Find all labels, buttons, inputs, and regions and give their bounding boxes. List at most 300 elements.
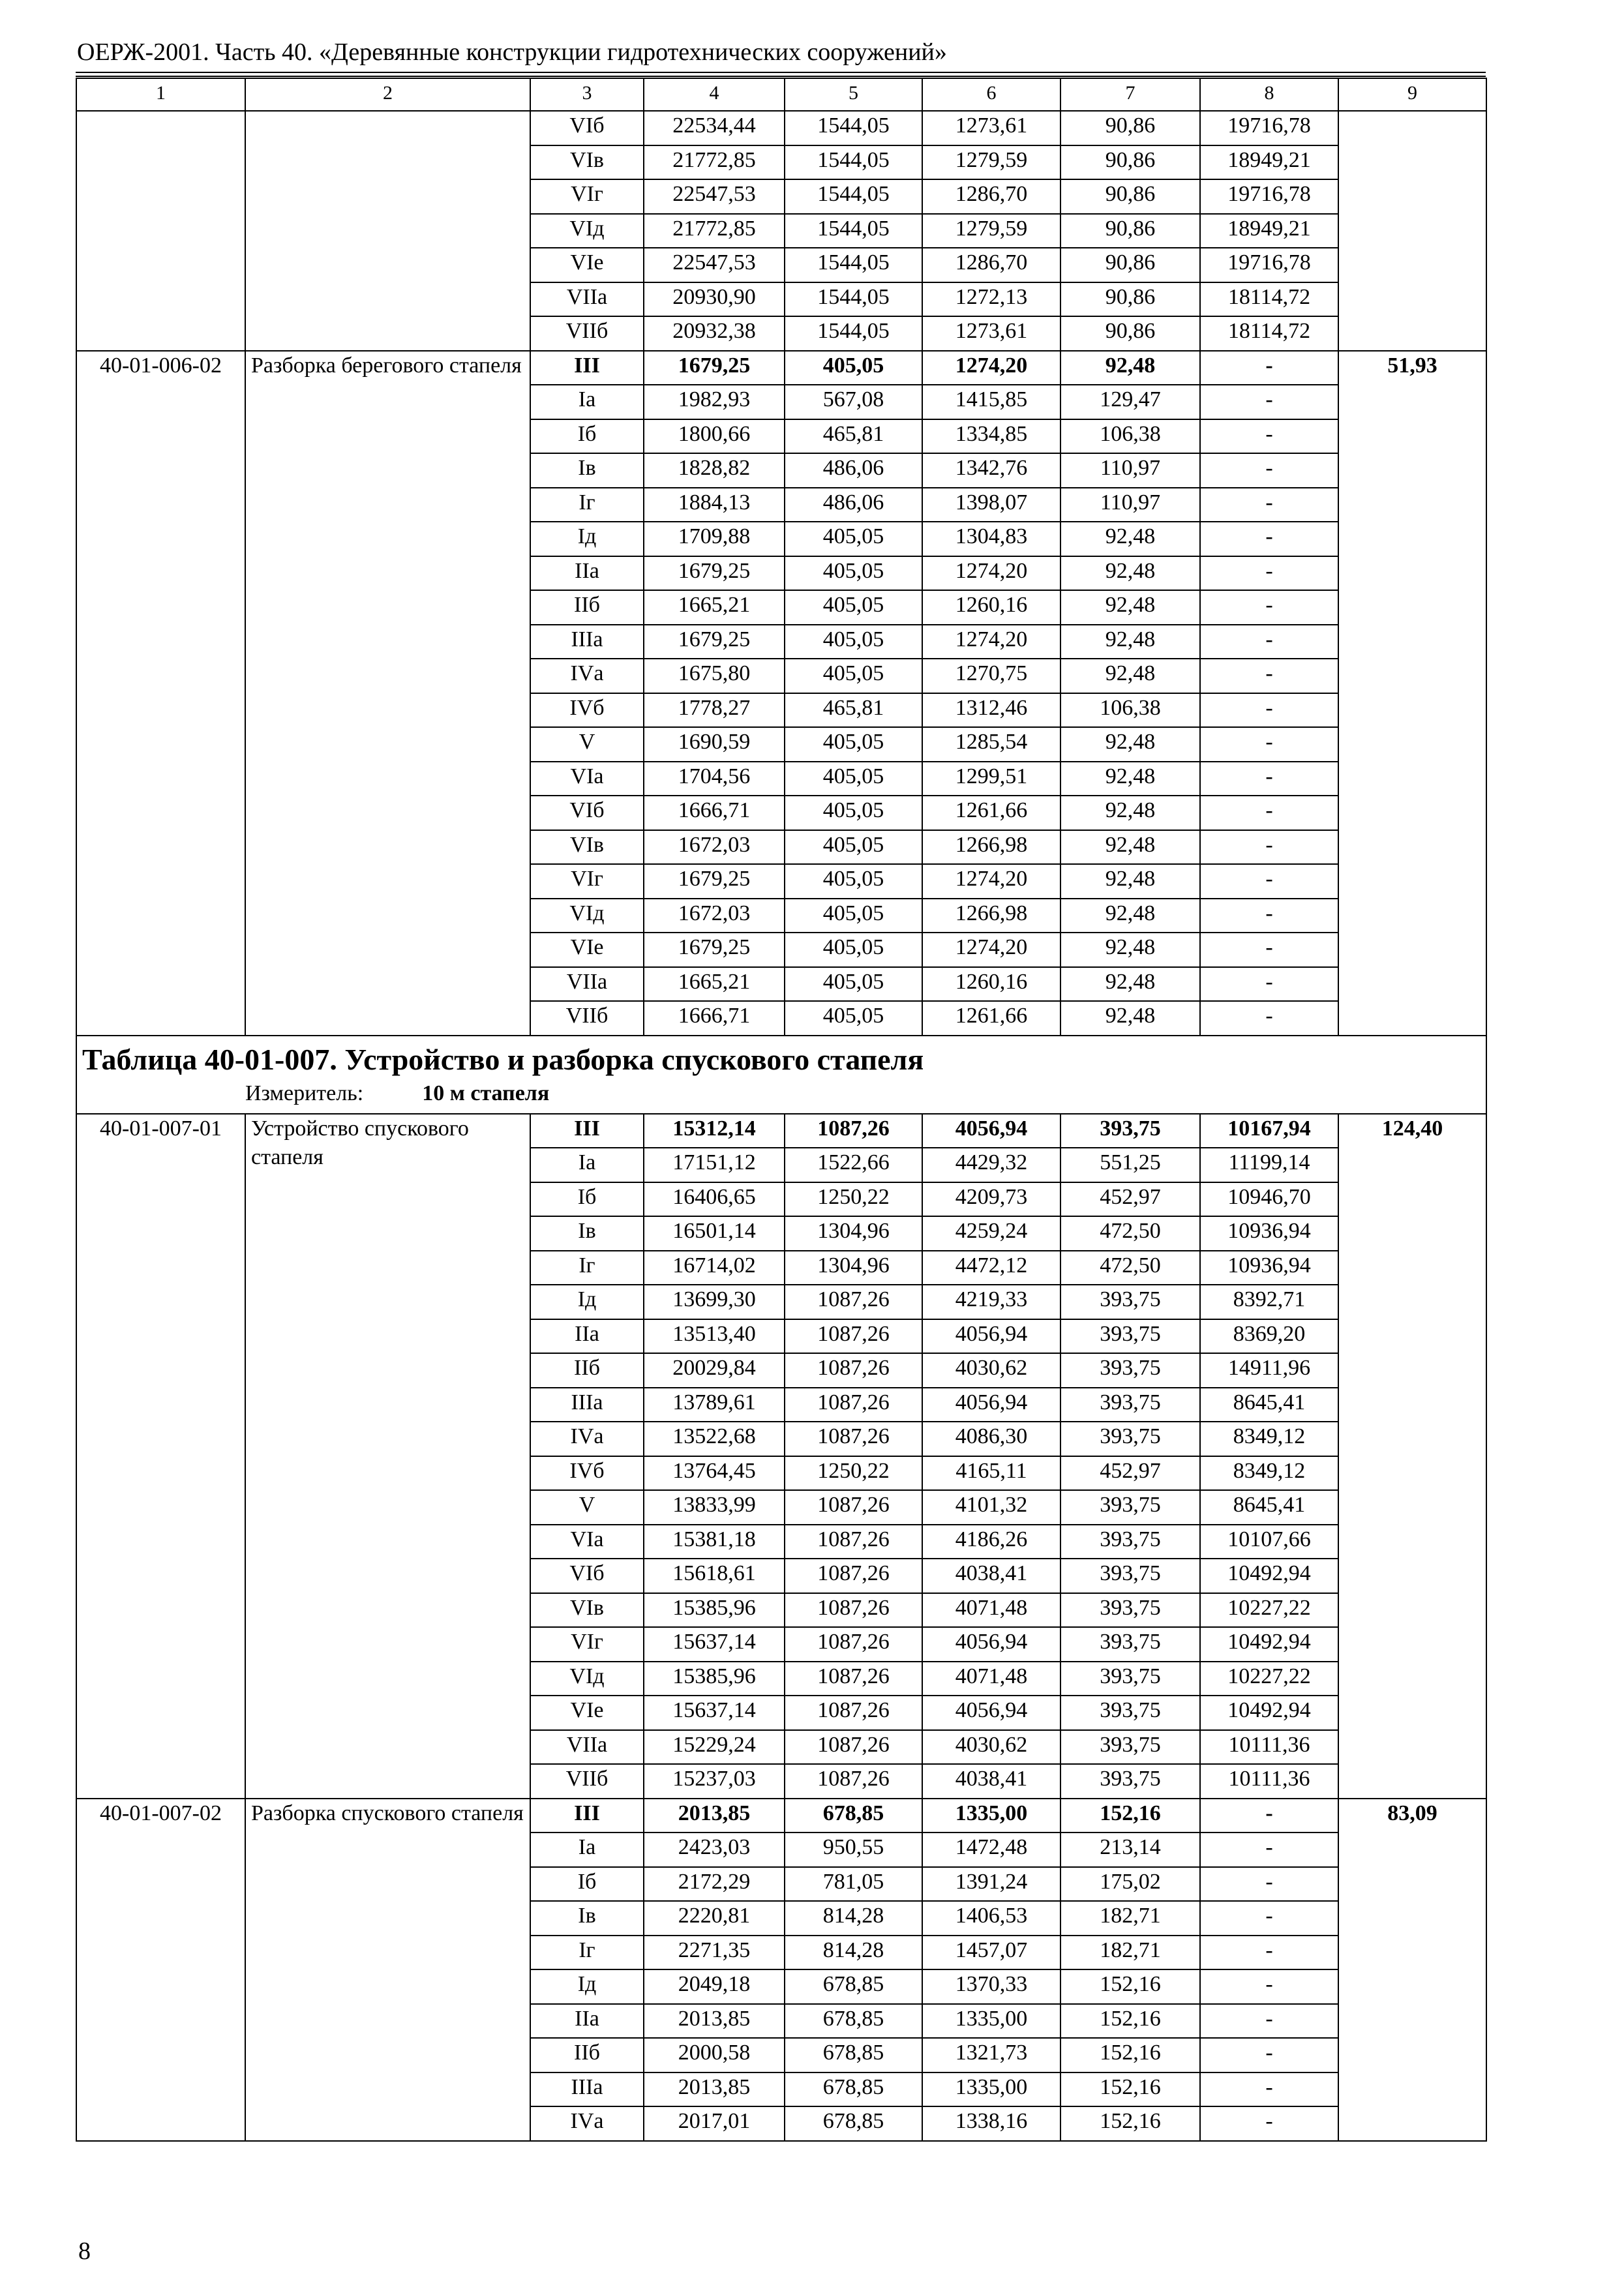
value-cell: 1666,71	[644, 796, 785, 830]
value-cell: 21772,85	[644, 145, 785, 180]
value-cell: 1544,05	[785, 145, 922, 180]
value-cell: 405,05	[785, 556, 922, 591]
value-cell: 1778,27	[644, 693, 785, 728]
value-cell: 1285,54	[922, 727, 1060, 762]
column-number: 9	[1338, 78, 1486, 111]
value-cell: 1250,22	[785, 1456, 922, 1491]
value-cell: 92,48	[1060, 762, 1200, 796]
zone-code: Iг	[530, 1251, 644, 1285]
value-cell: -	[1200, 693, 1338, 728]
rates-table	[76, 78, 1487, 2142]
zone-code: VIIб	[530, 316, 644, 351]
value-cell: 1335,00	[922, 2004, 1060, 2039]
value-cell: 405,05	[785, 727, 922, 762]
value-cell: 13513,40	[644, 1319, 785, 1354]
value-cell: 1279,59	[922, 214, 1060, 248]
value-cell: 814,28	[785, 1936, 922, 1970]
zone-code: Iб	[530, 1867, 644, 1902]
value-cell: 1304,96	[785, 1251, 922, 1285]
value-cell: 19716,78	[1200, 179, 1338, 214]
value-cell: 393,75	[1060, 1319, 1200, 1354]
zone-code: VIд	[530, 899, 644, 933]
value-cell: 393,75	[1060, 1696, 1200, 1730]
value-cell: 13522,68	[644, 1422, 785, 1456]
zone-code: Iд	[530, 1969, 644, 2004]
value-cell: 10936,94	[1200, 1251, 1338, 1285]
zone-code: Iв	[530, 1901, 644, 1936]
zone-code: VIд	[530, 214, 644, 248]
column-number: 5	[785, 78, 922, 111]
value-cell: -	[1200, 351, 1338, 385]
value-cell: 90,86	[1060, 111, 1200, 145]
value-cell: 15229,24	[644, 1730, 785, 1765]
value-cell: 90,86	[1060, 214, 1200, 248]
labor-cost-cell: 83,09	[1338, 1799, 1486, 2141]
value-cell: -	[1200, 967, 1338, 1002]
value-cell: 393,75	[1060, 1285, 1200, 1319]
value-cell: 1828,82	[644, 453, 785, 488]
zone-code: IIа	[530, 556, 644, 591]
value-cell: 4056,94	[922, 1114, 1060, 1148]
value-cell: 1679,25	[644, 933, 785, 967]
value-cell: 1274,20	[922, 864, 1060, 899]
value-cell: 678,85	[785, 1799, 922, 1833]
value-cell: 92,48	[1060, 727, 1200, 762]
zone-code: Iв	[530, 453, 644, 488]
value-cell: 678,85	[785, 2106, 922, 2141]
value-cell: 393,75	[1060, 1490, 1200, 1525]
zone-code: Iб	[530, 419, 644, 454]
value-cell: 1087,26	[785, 1730, 922, 1765]
zone-code: VIб	[530, 796, 644, 830]
value-cell: 1321,73	[922, 2038, 1060, 2072]
zone-code: VIв	[530, 1593, 644, 1628]
value-cell: 405,05	[785, 522, 922, 556]
value-cell: 15618,61	[644, 1559, 785, 1593]
zone-code: VIе	[530, 1696, 644, 1730]
zone-code: VIIб	[530, 1001, 644, 1036]
value-cell: 15237,03	[644, 1764, 785, 1799]
value-cell: 1370,33	[922, 1969, 1060, 2004]
value-cell: 4429,32	[922, 1148, 1060, 1182]
value-cell: 10936,94	[1200, 1216, 1338, 1251]
value-cell: 1274,20	[922, 351, 1060, 385]
value-cell: 16714,02	[644, 1251, 785, 1285]
value-cell: 1544,05	[785, 282, 922, 317]
zone-code: IVа	[530, 1422, 644, 1456]
section-title: Таблица 40-01-007. Устройство и разборка спускового стапеля	[82, 1042, 924, 1076]
zone-code: VIг	[530, 1627, 644, 1662]
value-cell: 110,97	[1060, 453, 1200, 488]
rate-name: Разборка берегового стапеля	[245, 351, 530, 1036]
zone-code: Iб	[530, 1182, 644, 1217]
labor-cost-cell	[1338, 111, 1486, 351]
value-cell: 4165,11	[922, 1456, 1060, 1491]
value-cell: 405,05	[785, 933, 922, 967]
value-cell: 152,16	[1060, 1799, 1200, 1833]
value-cell: 1544,05	[785, 111, 922, 145]
zone-code: Iд	[530, 522, 644, 556]
value-cell: 21772,85	[644, 214, 785, 248]
value-cell: 1398,07	[922, 488, 1060, 522]
value-cell: 4038,41	[922, 1764, 1060, 1799]
value-cell: 2271,35	[644, 1936, 785, 1970]
value-cell: 1522,66	[785, 1148, 922, 1182]
meter-label: Измеритель:	[245, 1081, 364, 1105]
zone-code: VIб	[530, 1559, 644, 1593]
value-cell: 2013,85	[644, 1799, 785, 1833]
value-cell: 213,14	[1060, 1833, 1200, 1867]
value-cell: 92,48	[1060, 590, 1200, 625]
zone-code: VIа	[530, 1525, 644, 1559]
value-cell: -	[1200, 2004, 1338, 2039]
zone-code: VIв	[530, 145, 644, 180]
value-cell: 1087,26	[785, 1388, 922, 1422]
value-cell: 15385,96	[644, 1593, 785, 1628]
value-cell: 1087,26	[785, 1662, 922, 1696]
value-cell: 405,05	[785, 1001, 922, 1036]
value-cell: 1679,25	[644, 556, 785, 591]
value-cell: 465,81	[785, 419, 922, 454]
value-cell: 393,75	[1060, 1114, 1200, 1148]
value-cell: 1261,66	[922, 1001, 1060, 1036]
header-rule	[76, 72, 1486, 73]
zone-code: Iа	[530, 1833, 644, 1867]
value-cell: 18114,72	[1200, 316, 1338, 351]
value-cell: 1266,98	[922, 830, 1060, 865]
value-cell: -	[1200, 488, 1338, 522]
value-cell: 1272,13	[922, 282, 1060, 317]
zone-code: Iв	[530, 1216, 644, 1251]
value-cell: 1704,56	[644, 762, 785, 796]
value-cell: 405,05	[785, 625, 922, 659]
value-cell: 1304,83	[922, 522, 1060, 556]
value-cell: 1087,26	[785, 1525, 922, 1559]
value-cell: 405,05	[785, 864, 922, 899]
value-cell: -	[1200, 659, 1338, 693]
value-cell: 1679,25	[644, 864, 785, 899]
value-cell: 10111,36	[1200, 1764, 1338, 1799]
value-cell: 1335,00	[922, 1799, 1060, 1833]
zone-code: III	[530, 1799, 644, 1833]
value-cell: -	[1200, 522, 1338, 556]
value-cell: 1260,16	[922, 590, 1060, 625]
value-cell: 4030,62	[922, 1730, 1060, 1765]
value-cell: 678,85	[785, 2038, 922, 2072]
value-cell: 1672,03	[644, 899, 785, 933]
value-cell: -	[1200, 453, 1338, 488]
value-cell: 10227,22	[1200, 1662, 1338, 1696]
rate-code: 40-01-006-02	[76, 351, 245, 1036]
zone-code: VIIа	[530, 282, 644, 317]
value-cell: 1299,51	[922, 762, 1060, 796]
value-cell: 1884,13	[644, 488, 785, 522]
value-cell: 1472,48	[922, 1833, 1060, 1867]
rate-code	[76, 111, 245, 351]
value-cell: 4101,32	[922, 1490, 1060, 1525]
value-cell: 1338,16	[922, 2106, 1060, 2141]
value-cell: 1800,66	[644, 419, 785, 454]
value-cell: 1335,00	[922, 2072, 1060, 2107]
value-cell: -	[1200, 590, 1338, 625]
zone-code: IIIа	[530, 625, 644, 659]
value-cell: 2049,18	[644, 1969, 785, 2004]
value-cell: 393,75	[1060, 1764, 1200, 1799]
zone-code: IIIа	[530, 1388, 644, 1422]
rate-code: 40-01-007-01	[76, 1114, 245, 1799]
value-cell: 1665,21	[644, 967, 785, 1002]
value-cell: 1087,26	[785, 1593, 922, 1628]
column-number: 6	[922, 78, 1060, 111]
value-cell: 1666,71	[644, 1001, 785, 1036]
column-number: 4	[644, 78, 785, 111]
value-cell: 20029,84	[644, 1353, 785, 1388]
value-cell: 405,05	[785, 830, 922, 865]
value-cell: 10492,94	[1200, 1627, 1338, 1662]
value-cell: 393,75	[1060, 1662, 1200, 1696]
zone-code: IIб	[530, 2038, 644, 2072]
zone-code: VIв	[530, 830, 644, 865]
value-cell: 2017,01	[644, 2106, 785, 2141]
value-cell: 4259,24	[922, 1216, 1060, 1251]
value-cell: 4056,94	[922, 1388, 1060, 1422]
value-cell: 393,75	[1060, 1730, 1200, 1765]
value-cell: 1087,26	[785, 1285, 922, 1319]
value-cell: 4038,41	[922, 1559, 1060, 1593]
value-cell: 486,06	[785, 453, 922, 488]
value-cell: 92,48	[1060, 830, 1200, 865]
zone-code: VIб	[530, 111, 644, 145]
value-cell: 92,48	[1060, 864, 1200, 899]
value-cell: 405,05	[785, 659, 922, 693]
value-cell: -	[1200, 727, 1338, 762]
value-cell: 1304,96	[785, 1216, 922, 1251]
value-cell: 8392,71	[1200, 1285, 1338, 1319]
value-cell: 15637,14	[644, 1627, 785, 1662]
zone-code: IIа	[530, 2004, 644, 2039]
value-cell: 10492,94	[1200, 1559, 1338, 1593]
value-cell: 1406,53	[922, 1901, 1060, 1936]
column-number: 2	[245, 78, 530, 111]
value-cell: 90,86	[1060, 248, 1200, 282]
value-cell: -	[1200, 1833, 1338, 1867]
zone-code: VIIа	[530, 1730, 644, 1765]
page-number: 8	[78, 2237, 91, 2265]
column-number: 1	[76, 78, 245, 111]
value-cell: 92,48	[1060, 933, 1200, 967]
value-cell: 1679,25	[644, 351, 785, 385]
zone-code: IIб	[530, 590, 644, 625]
value-cell: 92,48	[1060, 1001, 1200, 1036]
value-cell: 92,48	[1060, 796, 1200, 830]
value-cell: 92,48	[1060, 351, 1200, 385]
value-cell: 1274,20	[922, 933, 1060, 967]
value-cell: -	[1200, 2106, 1338, 2141]
column-number: 7	[1060, 78, 1200, 111]
value-cell: 1982,93	[644, 385, 785, 419]
value-cell: 1087,26	[785, 1319, 922, 1354]
value-cell: 182,71	[1060, 1936, 1200, 1970]
value-cell: 1544,05	[785, 316, 922, 351]
value-cell: 405,05	[785, 351, 922, 385]
value-cell: 92,48	[1060, 522, 1200, 556]
table-row	[76, 1114, 1486, 1148]
value-cell: 472,50	[1060, 1216, 1200, 1251]
value-cell: 19716,78	[1200, 111, 1338, 145]
section-header-row	[76, 1036, 1486, 1114]
value-cell: 1544,05	[785, 248, 922, 282]
value-cell: 8349,12	[1200, 1422, 1338, 1456]
value-cell: 20930,90	[644, 282, 785, 317]
value-cell: 393,75	[1060, 1422, 1200, 1456]
value-cell: 1665,21	[644, 590, 785, 625]
value-cell: 1457,07	[922, 1936, 1060, 1970]
value-cell: 8369,20	[1200, 1319, 1338, 1354]
value-cell: 13833,99	[644, 1490, 785, 1525]
value-cell: 13789,61	[644, 1388, 785, 1422]
value-cell: 1544,05	[785, 179, 922, 214]
value-cell: 92,48	[1060, 967, 1200, 1002]
zone-code: IIб	[530, 1353, 644, 1388]
value-cell: 452,97	[1060, 1456, 1200, 1491]
value-cell: 10107,66	[1200, 1525, 1338, 1559]
value-cell: 1312,46	[922, 693, 1060, 728]
value-cell: 405,05	[785, 762, 922, 796]
value-cell: 1087,26	[785, 1559, 922, 1593]
value-cell: 8645,41	[1200, 1490, 1338, 1525]
column-number: 3	[530, 78, 644, 111]
value-cell: 15381,18	[644, 1525, 785, 1559]
value-cell: 92,48	[1060, 556, 1200, 591]
value-cell: 22534,44	[644, 111, 785, 145]
zone-code: IIIа	[530, 2072, 644, 2107]
value-cell: 567,08	[785, 385, 922, 419]
value-cell: 472,50	[1060, 1251, 1200, 1285]
value-cell: 2000,58	[644, 2038, 785, 2072]
document-header-title: ОЕРЖ-2001. Часть 40. «Деревянные конструкции гидротехнических сооружений»	[77, 38, 947, 66]
value-cell: 1087,26	[785, 1490, 922, 1525]
value-cell: 2013,85	[644, 2004, 785, 2039]
value-cell: -	[1200, 1001, 1338, 1036]
zone-code: VIе	[530, 248, 644, 282]
value-cell: 393,75	[1060, 1388, 1200, 1422]
value-cell: 2220,81	[644, 1901, 785, 1936]
value-cell: 15637,14	[644, 1696, 785, 1730]
zone-code: VIIа	[530, 967, 644, 1002]
labor-cost-cell: 124,40	[1338, 1114, 1486, 1799]
value-cell: 20932,38	[644, 316, 785, 351]
value-cell: -	[1200, 625, 1338, 659]
value-cell: 15385,96	[644, 1662, 785, 1696]
value-cell: 405,05	[785, 590, 922, 625]
value-cell: 18114,72	[1200, 282, 1338, 317]
value-cell: 393,75	[1060, 1593, 1200, 1628]
value-cell: 18949,21	[1200, 145, 1338, 180]
rate-name: Разборка спускового стапеля	[245, 1799, 530, 2141]
value-cell: 1415,85	[922, 385, 1060, 419]
value-cell: 4071,48	[922, 1593, 1060, 1628]
value-cell: 1087,26	[785, 1764, 922, 1799]
value-cell: 90,86	[1060, 145, 1200, 180]
value-cell: 1286,70	[922, 179, 1060, 214]
column-number-row	[76, 78, 1486, 111]
value-cell: 1261,66	[922, 796, 1060, 830]
value-cell: -	[1200, 899, 1338, 933]
value-cell: 4472,12	[922, 1251, 1060, 1285]
value-cell: 405,05	[785, 967, 922, 1002]
value-cell: -	[1200, 830, 1338, 865]
value-cell: 1087,26	[785, 1353, 922, 1388]
zone-code: IVб	[530, 693, 644, 728]
value-cell: 1690,59	[644, 727, 785, 762]
value-cell: -	[1200, 864, 1338, 899]
labor-cost-cell: 51,93	[1338, 351, 1486, 1036]
table-row	[76, 351, 1486, 385]
value-cell: -	[1200, 1867, 1338, 1902]
value-cell: 1286,70	[922, 248, 1060, 282]
value-cell: 90,86	[1060, 179, 1200, 214]
value-cell: 781,05	[785, 1867, 922, 1902]
value-cell: 22547,53	[644, 179, 785, 214]
value-cell: -	[1200, 2072, 1338, 2107]
value-cell: 152,16	[1060, 1969, 1200, 2004]
value-cell: 4209,73	[922, 1182, 1060, 1217]
value-cell: 182,71	[1060, 1901, 1200, 1936]
zone-code: VIа	[530, 762, 644, 796]
zone-code: VIг	[530, 864, 644, 899]
value-cell: 152,16	[1060, 2038, 1200, 2072]
value-cell: 4056,94	[922, 1319, 1060, 1354]
table-row	[76, 1799, 1486, 1833]
value-cell: 11199,14	[1200, 1148, 1338, 1182]
value-cell: 950,55	[785, 1833, 922, 1867]
value-cell: 10492,94	[1200, 1696, 1338, 1730]
value-cell: 2423,03	[644, 1833, 785, 1867]
value-cell: 90,86	[1060, 316, 1200, 351]
value-cell: 1274,20	[922, 556, 1060, 591]
zone-code: VIе	[530, 933, 644, 967]
meter-value: 10 м стапеля	[422, 1081, 550, 1105]
value-cell: 393,75	[1060, 1525, 1200, 1559]
value-cell: 393,75	[1060, 1559, 1200, 1593]
value-cell: 16501,14	[644, 1216, 785, 1251]
zone-code: VIд	[530, 1662, 644, 1696]
zone-code: V	[530, 727, 644, 762]
value-cell: 1087,26	[785, 1696, 922, 1730]
value-cell: 1273,61	[922, 111, 1060, 145]
zone-code: VIг	[530, 179, 644, 214]
section-meter	[245, 1078, 1486, 1109]
value-cell: -	[1200, 385, 1338, 419]
value-cell: 19716,78	[1200, 248, 1338, 282]
value-cell: 1544,05	[785, 214, 922, 248]
value-cell: 4086,30	[922, 1422, 1060, 1456]
value-cell: -	[1200, 796, 1338, 830]
value-cell: 1266,98	[922, 899, 1060, 933]
value-cell: 2172,29	[644, 1867, 785, 1902]
value-cell: 175,02	[1060, 1867, 1200, 1902]
zone-code: VIIб	[530, 1764, 644, 1799]
zone-code: IVа	[530, 659, 644, 693]
value-cell: 1250,22	[785, 1182, 922, 1217]
zone-code: III	[530, 351, 644, 385]
value-cell: 10111,36	[1200, 1730, 1338, 1765]
value-cell: 106,38	[1060, 419, 1200, 454]
value-cell: 486,06	[785, 488, 922, 522]
value-cell: 1279,59	[922, 145, 1060, 180]
value-cell: 678,85	[785, 2072, 922, 2107]
value-cell: 4219,33	[922, 1285, 1060, 1319]
